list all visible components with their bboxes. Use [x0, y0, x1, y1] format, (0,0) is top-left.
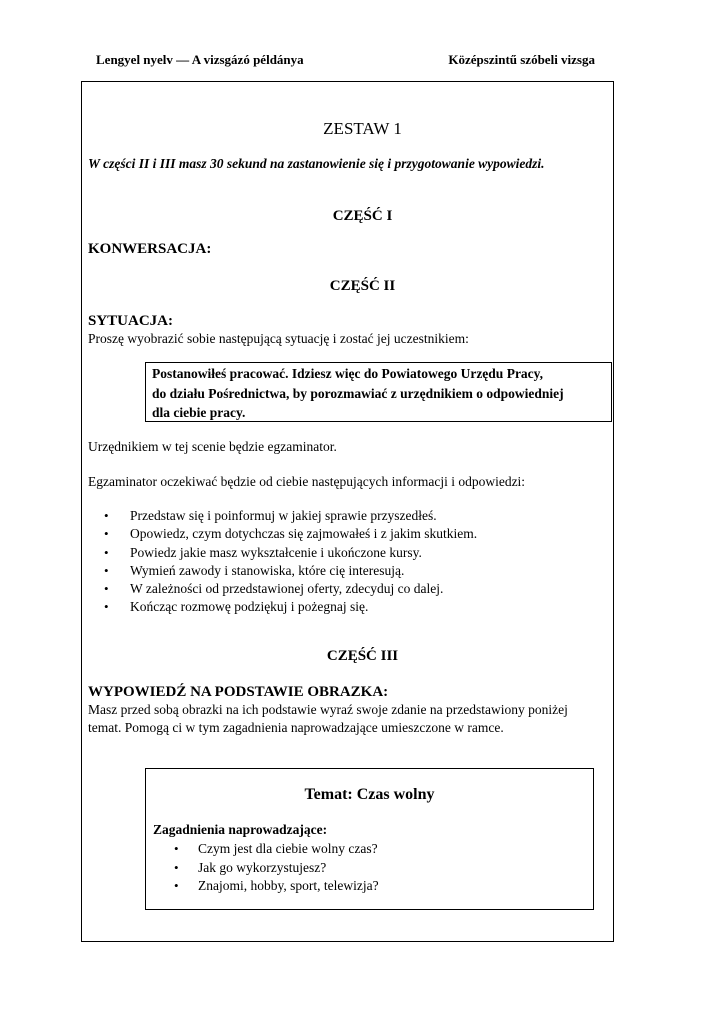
list-item: • Znajomi, hobby, sport, telewizja? — [174, 877, 379, 896]
list-item: • Wymień zawody i stanowiska, które cię interesują. — [104, 562, 477, 580]
situation-line: Postanowiłeś pracować. Idziesz więc do Powiatowego Urzędu Pracy, — [152, 366, 544, 381]
header-left: Lengyel nyelv — A vizsgázó példánya — [96, 52, 304, 67]
list-item: • Czym jest dla ciebie wolny czas? — [174, 840, 379, 859]
page-title: ZESTAW 1 — [323, 119, 402, 138]
topic-title: Temat: Czas wolny — [304, 786, 435, 803]
part2-heading: CZĘŚĆ II — [329, 278, 396, 294]
part1-heading: CZĘŚĆ I — [332, 208, 393, 224]
intro-instruction: W części II i III masz 30 sekund na zastanowienie się i przygotowanie wypowiedzi. — [88, 156, 545, 171]
list-item: • Jak go wykorzystujesz? — [174, 859, 379, 878]
guide-title: Zagadnienia naprowadzające: — [153, 822, 328, 837]
expectations-list — [104, 507, 477, 617]
list-item: • Powiedz jakie masz wykształcenie i ukończone kursy. — [104, 544, 477, 562]
part3-heading: CZĘŚĆ III — [326, 648, 399, 664]
situation-line: do działu Pośrednictwa, by porozmawiać z urzędnikiem o odpowiedniej — [152, 385, 564, 401]
part3-description — [88, 701, 608, 737]
description-line: temat. Pomogą ci w tym zagadnienia naprowadzające umieszczone w ramce. — [88, 720, 504, 735]
situation-box — [145, 362, 612, 422]
header-right: Középszintű szóbeli vizsga — [448, 52, 595, 67]
topic-box — [145, 768, 594, 910]
list-item: • Opowiedz, czym dotychczas się zajmowałeś i z jakim skutkiem. — [104, 525, 477, 543]
list-item: • W zależności od przedstawionej oferty, zdecyduj co dalej. — [104, 580, 477, 598]
list-item: • Przedstaw się i poinformuj w jakiej sprawie przyszedłeś. — [104, 507, 477, 525]
examiner-note: Urzędnikiem w tej scenie będzie egzaminator. — [88, 439, 337, 454]
part2-label: SYTUACJA: — [88, 313, 174, 329]
expectations-intro: Egzaminator oczekiwać będzie od ciebie następujących informacji i odpowiedzi: — [88, 474, 526, 489]
situation-line: dla ciebie pracy. — [152, 405, 246, 420]
part3-label: WYPOWIEDŹ NA PODSTAWIE OBRAZKA: — [88, 684, 389, 700]
list-item: • Kończąc rozmowę podziękuj i pożegnaj się. — [104, 598, 477, 616]
description-line: Masz przed sobą obrazki na ich podstawie wyraź swoje zdanie na przedstawiony poniżej — [88, 702, 568, 717]
part1-label: KONWERSACJA: — [88, 241, 212, 257]
guide-list — [174, 840, 379, 896]
part2-description: Proszę wyobrazić sobie następującą sytuację i zostać jej uczestnikiem: — [88, 331, 469, 346]
